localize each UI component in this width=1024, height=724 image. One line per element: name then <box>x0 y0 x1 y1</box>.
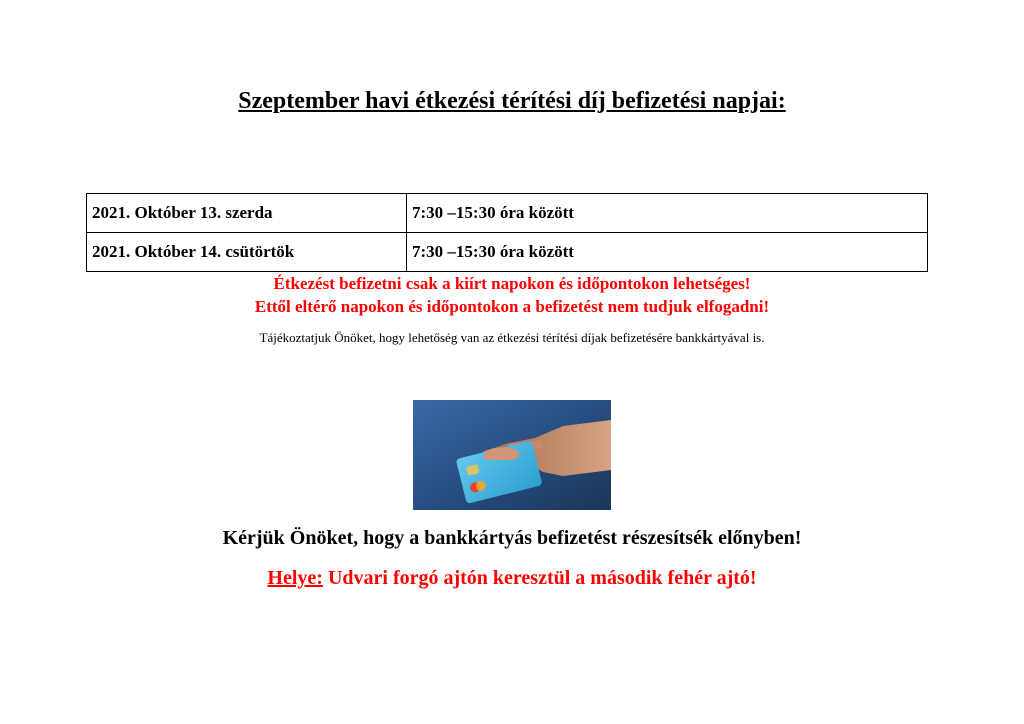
location-label: Helye: <box>267 567 323 589</box>
bank-card-photo <box>413 400 611 510</box>
payment-schedule-table <box>86 193 928 272</box>
table-row <box>87 194 928 233</box>
schedule-time-cell: 7:30 –15:30 óra között <box>407 233 928 272</box>
card-payment-info: Tájékoztatjuk Önöket, hogy lehetőség van az étkezési térítési díjak befizetésére bankkártyával is. <box>259 330 765 345</box>
location-text: Udvari forgó ajtón keresztül a második fehér ajtó! <box>322 567 757 589</box>
card-payment-request: Kérjük Önöket, hogy a bankkártyás befizetést részesítsék előnyben! <box>222 527 802 549</box>
page-title: Szeptember havi étkezési térítési díj befizetési napjai: <box>238 88 786 114</box>
schedule-date-cell: 2021. Október 13. szerda <box>87 194 407 233</box>
schedule-time-cell: 7:30 –15:30 óra között <box>407 194 928 233</box>
payment-warning-line-1: Étkezést befizetni csak a kiírt napokon és időpontokon lehetséges! <box>273 274 751 293</box>
payment-location <box>0 567 1024 590</box>
payment-warning-line-2: Ettől eltérő napokon és időpontokon a befizetést nem tudjuk elfogadni! <box>254 297 770 316</box>
table-row <box>87 233 928 272</box>
schedule-date-cell: 2021. Október 14. csütörtök <box>87 233 407 272</box>
